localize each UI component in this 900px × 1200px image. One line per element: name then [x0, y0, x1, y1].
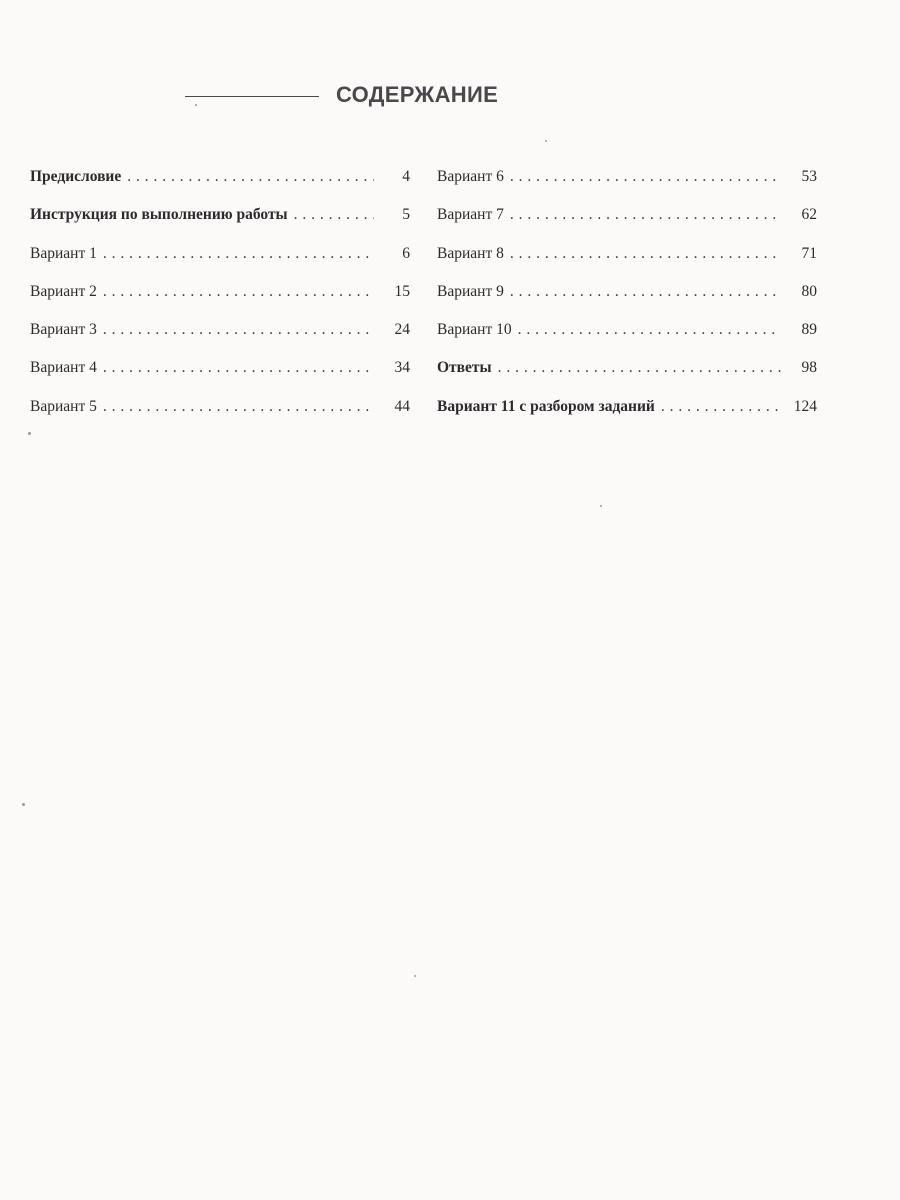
- toc-entry-page: 15: [394, 282, 410, 300]
- toc-entry-title: Вариант 10: [437, 321, 512, 339]
- toc-entry: [437, 359, 817, 397]
- toc-entry-title: Вариант 5: [30, 397, 97, 415]
- toc-entry: [437, 168, 817, 206]
- toc-entry-page: 4: [402, 168, 410, 185]
- toc-leader-dots: [498, 359, 781, 377]
- toc-entry: [437, 321, 817, 359]
- toc-entry-title: Вариант 9: [437, 282, 504, 300]
- toc-entry-title: Вариант 1: [30, 244, 97, 262]
- toc-entry-title: Ответы: [437, 359, 492, 377]
- paper-speck: [195, 104, 197, 106]
- page-title: СОДЕРЖАНИЕ: [336, 82, 499, 107]
- paper-speck: [22, 803, 25, 806]
- toc-right-column: [437, 168, 817, 436]
- toc-entry-page: 6: [402, 244, 410, 262]
- toc-entry-page: 24: [394, 321, 410, 339]
- toc-entry: [30, 398, 410, 436]
- toc-entry: [30, 206, 410, 244]
- toc-entry: [30, 359, 410, 397]
- toc-left-column: [30, 168, 410, 436]
- paper-speck: [600, 505, 602, 507]
- toc-entry: [30, 168, 410, 206]
- toc-entry: [437, 245, 817, 283]
- toc-leader-dots: [510, 283, 781, 301]
- toc-entry-page: 71: [801, 244, 817, 262]
- toc-entry-title: Предисловие: [30, 168, 122, 185]
- toc-entry-page: 62: [801, 206, 817, 224]
- toc-entry: [437, 283, 817, 321]
- toc-entry-page: 5: [402, 206, 410, 224]
- toc-entry-title: Вариант 4: [30, 359, 97, 377]
- toc-entry: [30, 283, 410, 321]
- page-header: [0, 82, 900, 114]
- toc-leader-dots: [127, 168, 374, 186]
- toc-leader-dots: [510, 168, 781, 186]
- toc-entry-title: Вариант 6: [437, 168, 504, 185]
- toc-entry-page: 34: [394, 359, 410, 377]
- toc-entry-page: 124: [793, 397, 817, 415]
- toc-leader-dots: [103, 321, 374, 339]
- toc-entry-title: Вариант 2: [30, 282, 97, 300]
- toc-leader-dots: [661, 398, 781, 416]
- toc-entry-title: Вариант 11 с разбором заданий: [437, 397, 655, 415]
- toc-leader-dots: [518, 321, 781, 339]
- toc-entry-page: 89: [801, 321, 817, 339]
- toc-entry-page: 80: [801, 282, 817, 300]
- toc-entry-title: Вариант 7: [437, 206, 504, 224]
- toc-leader-dots: [103, 398, 374, 416]
- toc-entry-page: 44: [394, 397, 410, 415]
- toc-leader-dots: [103, 359, 374, 377]
- toc-entry-title: Инструкция по выполнению работы: [30, 206, 288, 224]
- toc-entry-title: Вариант 3: [30, 321, 97, 339]
- toc-entry: [437, 398, 817, 436]
- toc-entry: [30, 321, 410, 359]
- toc-entry-page: 53: [801, 168, 817, 185]
- paper-speck: [28, 432, 31, 435]
- paper-speck: [414, 975, 416, 977]
- toc-leader-dots: [510, 206, 781, 224]
- toc-leader-dots: [103, 283, 374, 301]
- header-rule: [185, 96, 319, 97]
- toc-leader-dots: [510, 245, 781, 263]
- toc-entry-page: 98: [801, 359, 817, 377]
- paper-speck: [545, 140, 547, 142]
- toc-entry-title: Вариант 8: [437, 244, 504, 262]
- toc-entry: [437, 206, 817, 244]
- toc-leader-dots: [103, 245, 374, 263]
- toc-leader-dots: [294, 206, 374, 224]
- toc-entry: [30, 245, 410, 283]
